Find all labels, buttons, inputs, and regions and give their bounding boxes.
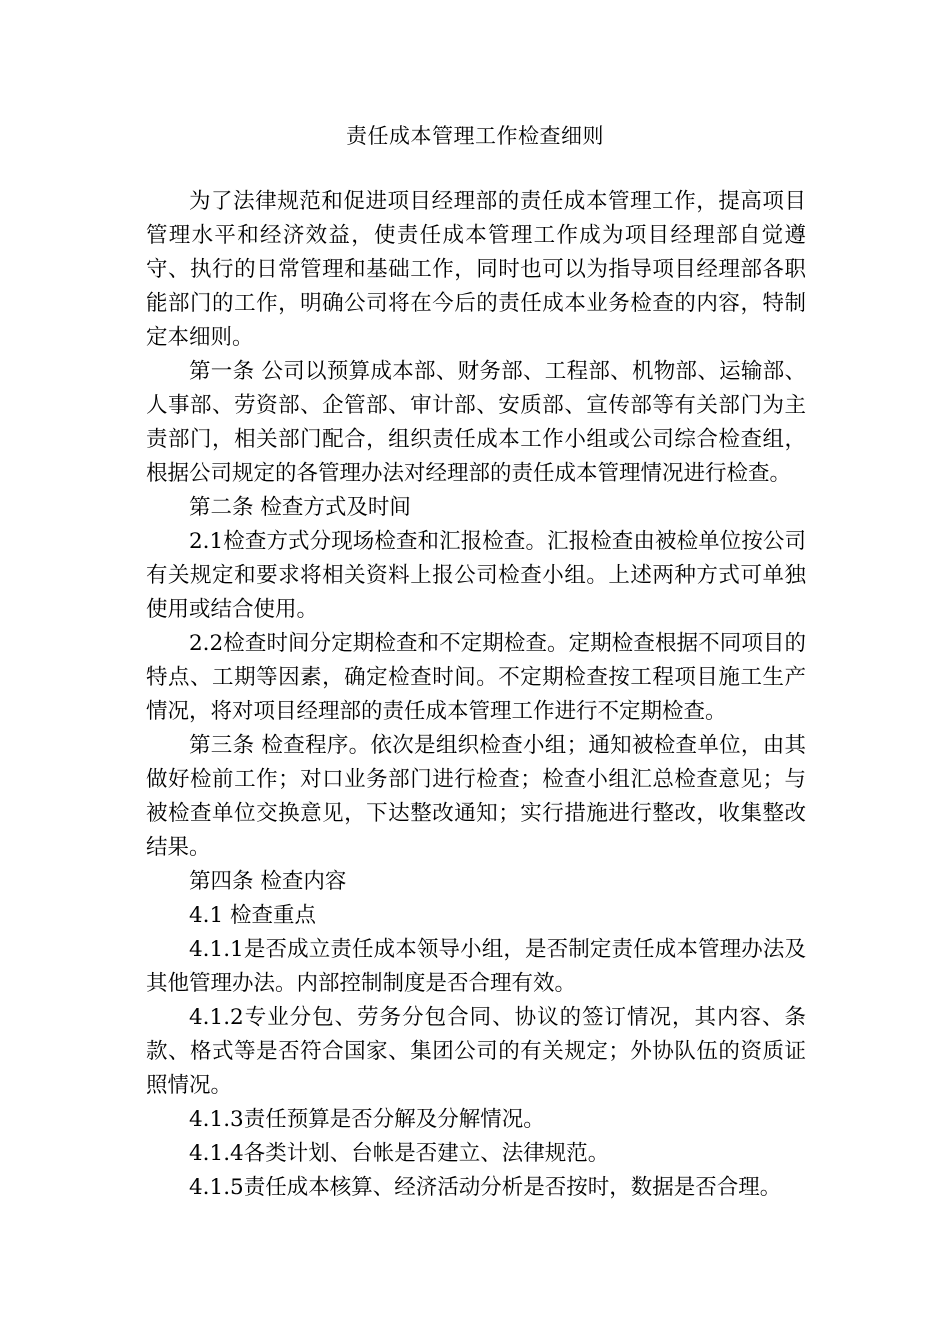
- paragraph-4-1: 4.1 检查重点: [189, 903, 317, 928]
- paragraph-article-1: 第一条 公司以预算成本部、财务部、工程部、机物部、运输部、人事部、劳资部、企管部、审计部、安质部、宣传部等有关部门为主责部门，相关部门配合，组织责任成本工作小组或公司综合检查组，根据公司规定的各管理办法对经理部的责任成本管理情况进行检查。: [146, 359, 806, 486]
- document-title: 责任成本管理工作检查细则: [346, 124, 604, 148]
- paragraph-4-1-3: 4.1.3责任预算是否分解及分解情况。: [189, 1107, 545, 1132]
- paragraph-article-3: 第三条 检查程序。依次是组织检查小组；通知被检查单位，由其做好检前工作；对口业务部门进行检查；检查小组汇总检查意见；与被检查单位交换意见，下达整改通知；实行措施进行整改，收集整改结果。: [146, 733, 806, 860]
- paragraph-4-1-5: 4.1.5责任成本核算、经济活动分析是否按时，数据是否合理。: [189, 1175, 782, 1200]
- paragraph-4-1-4: 4.1.4各类计划、台帐是否建立、法律规范。: [189, 1141, 610, 1166]
- paragraph-article-2-heading: 第二条 检查方式及时间: [189, 495, 411, 520]
- paragraph-intro: 为了法律规范和促进项目经理部的责任成本管理工作，提高项目管理水平和经济效益，使责任成本管理工作成为项目经理部自觉遵守、执行的日常管理和基础工作，同时也可以为指导项目经理部各职能部门的工作，明确公司将在今后的责任成本业务检查的内容，特制定本细则。: [146, 189, 806, 350]
- document-body: [146, 185, 806, 1205]
- paragraph-4-1-2: 4.1.2专业分包、劳务分包合同、协议的签订情况，其内容、条款、格式等是否符合国家、集团公司的有关规定；外协队伍的资质证照情况。: [146, 1005, 806, 1098]
- paragraph-4-1-1: 4.1.1是否成立责任成本领导小组，是否制定责任成本管理办法及其他管理办法。内部控制制度是否合理有效。: [146, 937, 806, 996]
- paragraph-2-2: 2.2检查时间分定期检查和不定期检查。定期检查根据不同项目的特点、工期等因素，确定检查时间。不定期检查按工程项目施工生产情况，将对项目经理部的责任成本管理工作进行不定期检查。: [146, 631, 806, 724]
- paragraph-article-4-heading: 第四条 检查内容: [189, 869, 347, 894]
- paragraph-2-1: 2.1检查方式分现场检查和汇报检查。汇报检查由被检单位按公司有关规定和要求将相关资料上报公司检查小组。上述两种方式可单独使用或结合使用。: [146, 529, 806, 622]
